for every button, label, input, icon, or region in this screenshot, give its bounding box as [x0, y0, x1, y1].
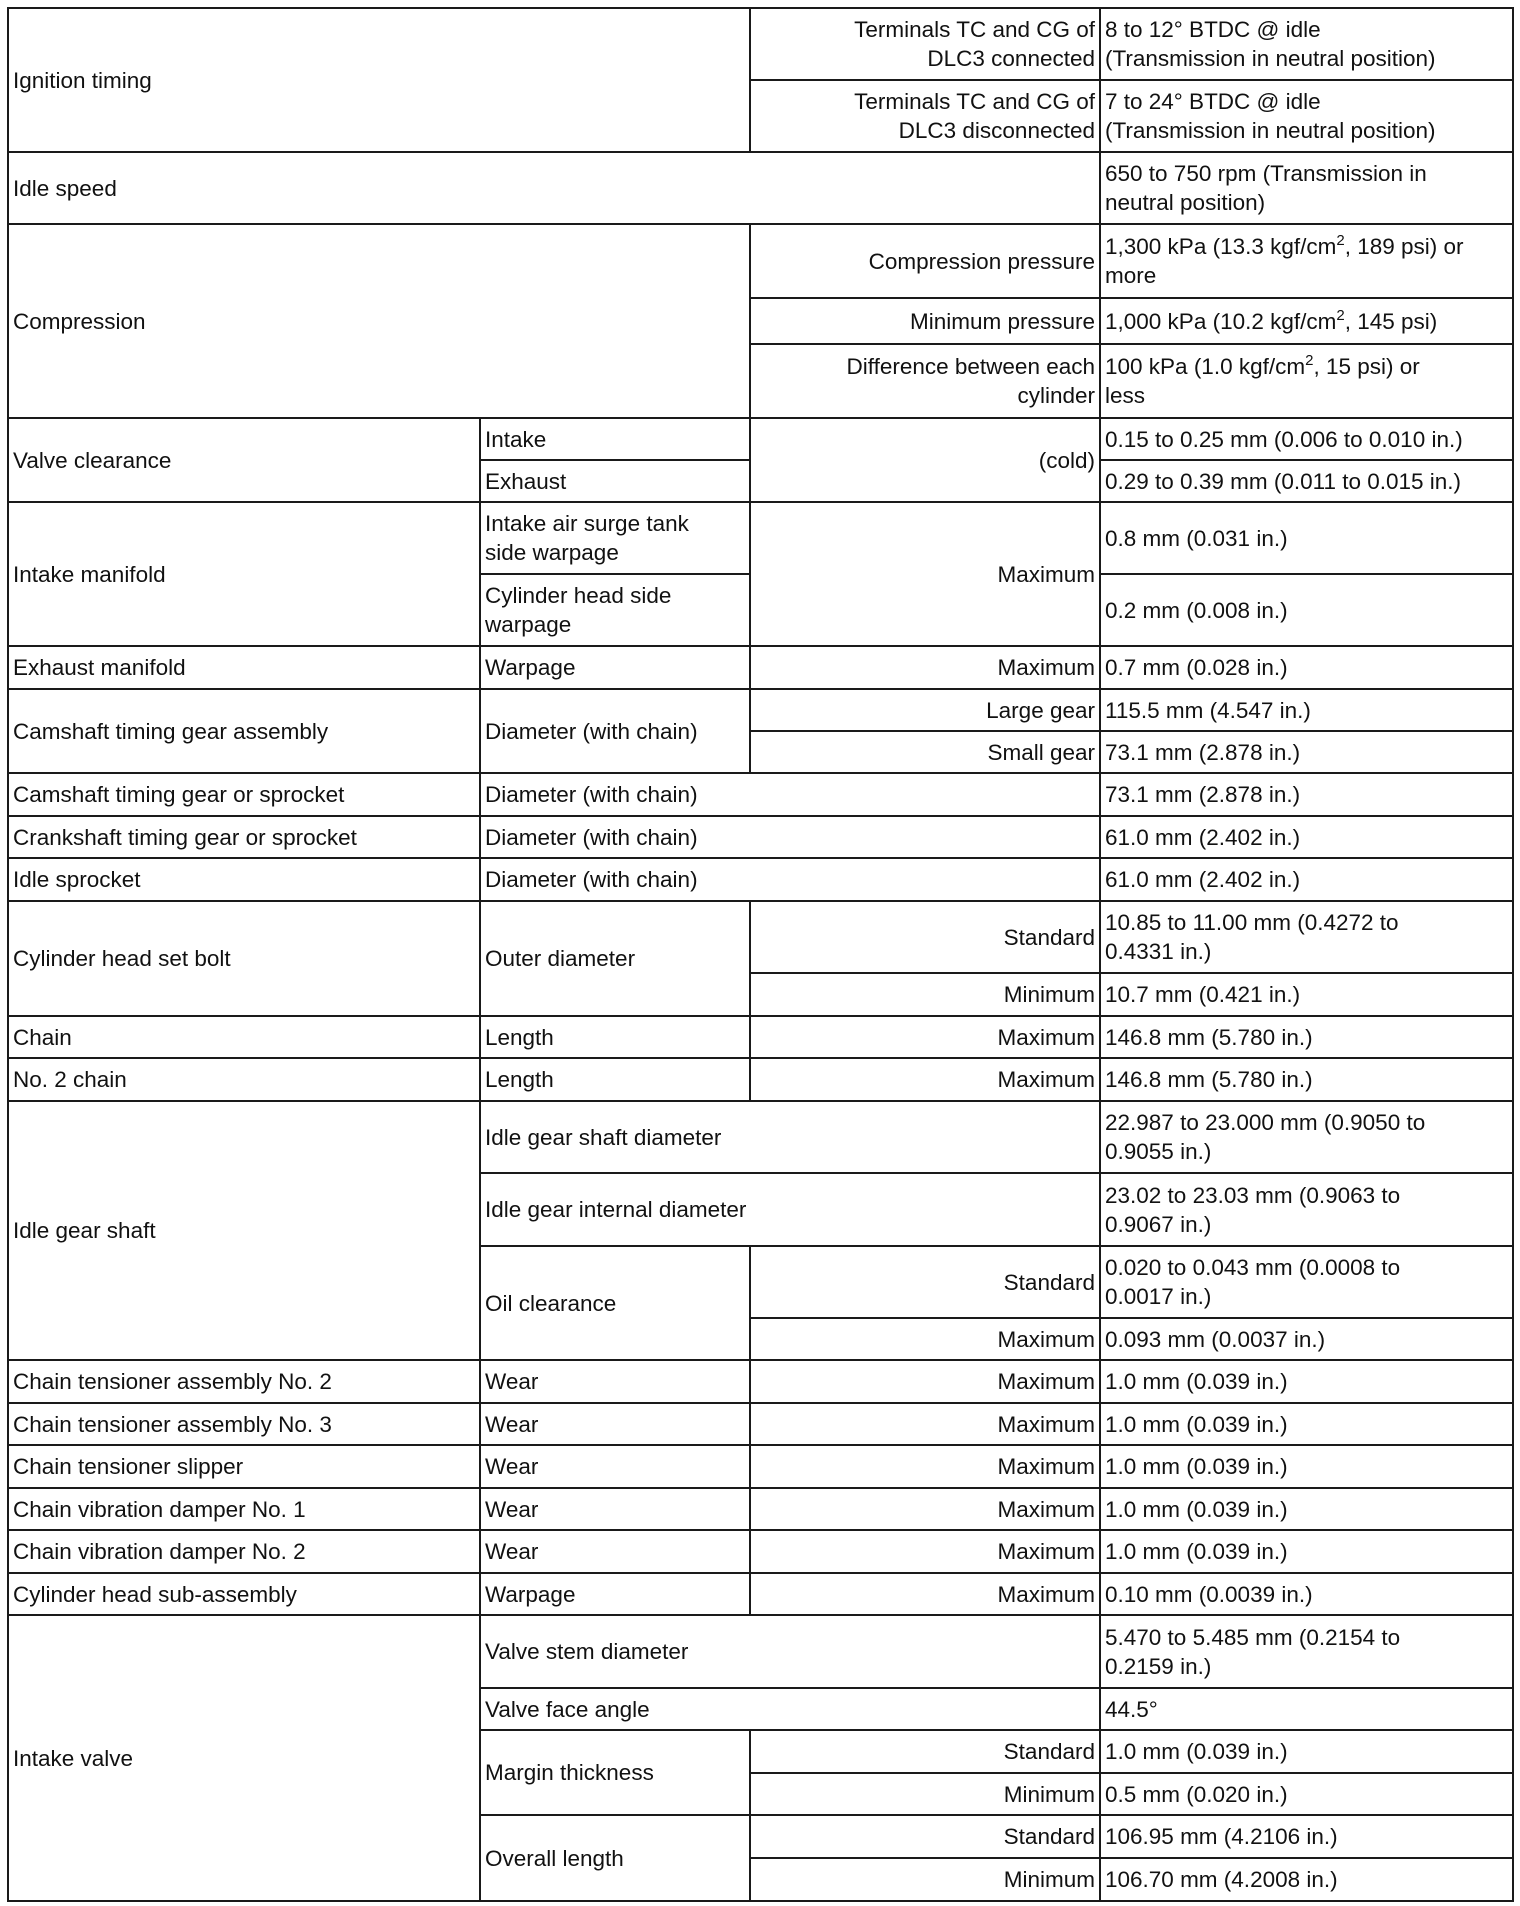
table-cell: Wear — [480, 1403, 750, 1445]
table-cell: (cold) — [750, 418, 1100, 502]
table-row — [8, 502, 1513, 574]
table-cell: Large gear — [750, 689, 1100, 731]
cell-text: 1,000 kPa (10.2 kgf/cm — [1105, 308, 1337, 334]
table-cell: Wear — [480, 1488, 750, 1530]
table-cell: 650 to 750 rpm (Transmission in neutral position) — [1100, 152, 1513, 224]
table-cell: 106.70 mm (4.2008 in.) — [1100, 1858, 1513, 1901]
table-row — [8, 418, 1513, 460]
table-cell: Cylinder head sub-assembly — [8, 1573, 480, 1615]
table-cell — [1100, 344, 1513, 418]
table-cell: Compression pressure — [750, 224, 1100, 298]
table-row — [8, 646, 1513, 689]
table-cell: Overall length — [480, 1815, 750, 1901]
table-cell: Camshaft timing gear assembly — [8, 689, 480, 773]
table-cell: Diameter (with chain) — [480, 689, 750, 773]
table-cell: 1.0 mm (0.039 in.) — [1100, 1730, 1513, 1773]
table-cell: Idle gear shaft diameter — [480, 1101, 1100, 1173]
table-row — [8, 1403, 1513, 1445]
cell-text: 1,300 kPa (13.3 kgf/cm — [1105, 234, 1337, 259]
table-row — [8, 773, 1513, 816]
table-cell: Maximum — [750, 1058, 1100, 1101]
table-cell: 1.0 mm (0.039 in.) — [1100, 1360, 1513, 1403]
spec-table — [7, 7, 1514, 1902]
table-cell: 61.0 mm (2.402 in.) — [1100, 816, 1513, 858]
table-cell: Intake valve — [8, 1615, 480, 1901]
table-cell: Chain vibration damper No. 2 — [8, 1530, 480, 1573]
table-cell: Idle speed — [8, 152, 1100, 224]
table-cell: Compression — [8, 224, 750, 418]
table-cell: 146.8 mm (5.780 in.) — [1100, 1058, 1513, 1101]
table-cell: 44.5° — [1100, 1688, 1513, 1730]
table-cell: 73.1 mm (2.878 in.) — [1100, 773, 1513, 816]
table-row — [8, 901, 1513, 973]
table-cell: Chain — [8, 1016, 480, 1058]
table-cell: Maximum — [750, 1530, 1100, 1573]
table-row — [8, 8, 1513, 80]
table-cell: Maximum — [750, 1318, 1100, 1360]
table-cell: Wear — [480, 1360, 750, 1403]
table-cell: Valve stem diameter — [480, 1615, 1100, 1688]
table-cell: 61.0 mm (2.402 in.) — [1100, 858, 1513, 901]
table-cell: Camshaft timing gear or sprocket — [8, 773, 480, 816]
table-row — [8, 1360, 1513, 1403]
table-cell: 0.15 to 0.25 mm (0.006 to 0.010 in.) — [1100, 418, 1513, 460]
cell-text: 100 kPa (1.0 kgf/cm — [1105, 354, 1306, 379]
cell-text: , 15 psi) or less — [1105, 354, 1420, 408]
table-cell: Intake — [480, 418, 750, 460]
table-row — [8, 1488, 1513, 1530]
table-row — [8, 224, 1513, 298]
table-cell: 1.0 mm (0.039 in.) — [1100, 1530, 1513, 1573]
table-cell: 8 to 12° BTDC @ idle (Transmission in neutral position) — [1100, 8, 1513, 80]
table-cell: Valve clearance — [8, 418, 480, 502]
table-cell: Length — [480, 1058, 750, 1101]
table-cell: Intake manifold — [8, 502, 480, 646]
table-cell: 5.470 to 5.485 mm (0.2154 to 0.2159 in.) — [1100, 1615, 1513, 1688]
table-cell: Oil clearance — [480, 1246, 750, 1360]
cell-text: , 189 psi) or more — [1105, 234, 1464, 288]
table-cell: 0.10 mm (0.0039 in.) — [1100, 1573, 1513, 1615]
table-cell: Maximum — [750, 646, 1100, 689]
table-cell: Chain tensioner slipper — [8, 1445, 480, 1488]
table-row — [8, 858, 1513, 901]
table-cell: Idle gear internal diameter — [480, 1173, 1100, 1246]
table-cell: 73.1 mm (2.878 in.) — [1100, 731, 1513, 773]
table-cell: Margin thickness — [480, 1730, 750, 1815]
table-cell: Standard — [750, 1246, 1100, 1318]
table-cell: Maximum — [750, 1488, 1100, 1530]
table-cell: Maximum — [750, 502, 1100, 646]
table-cell: Minimum pressure — [750, 298, 1100, 344]
table-row — [8, 152, 1513, 224]
table-cell: Maximum — [750, 1360, 1100, 1403]
table-cell: Wear — [480, 1530, 750, 1573]
table-cell: Outer diameter — [480, 901, 750, 1016]
table-cell — [1100, 298, 1513, 344]
table-cell: Wear — [480, 1445, 750, 1488]
table-cell: 10.85 to 11.00 mm (0.4272 to 0.4331 in.) — [1100, 901, 1513, 973]
table-cell: 0.093 mm (0.0037 in.) — [1100, 1318, 1513, 1360]
table-cell: Standard — [750, 901, 1100, 973]
table-cell — [1100, 224, 1513, 298]
table-cell: Maximum — [750, 1403, 1100, 1445]
table-row — [8, 1615, 1513, 1688]
table-cell: Valve face angle — [480, 1688, 1100, 1730]
table-cell: 1.0 mm (0.039 in.) — [1100, 1488, 1513, 1530]
table-cell: 0.020 to 0.043 mm (0.0008 to 0.0017 in.) — [1100, 1246, 1513, 1318]
superscript: 2 — [1305, 352, 1314, 369]
spec-table-body — [8, 8, 1513, 1901]
table-cell: 1.0 mm (0.039 in.) — [1100, 1445, 1513, 1488]
superscript: 2 — [1336, 232, 1345, 249]
table-cell: Exhaust — [480, 460, 750, 502]
table-cell: Exhaust manifold — [8, 646, 480, 689]
table-cell: Terminals TC and CG of DLC3 connected — [750, 8, 1100, 80]
table-cell: Warpage — [480, 646, 750, 689]
table-row — [8, 816, 1513, 858]
table-cell: 146.8 mm (5.780 in.) — [1100, 1016, 1513, 1058]
table-cell: Cylinder head side warpage — [480, 574, 750, 646]
table-row — [8, 1573, 1513, 1615]
table-row — [8, 1101, 1513, 1173]
table-row — [8, 1445, 1513, 1488]
table-cell: Diameter (with chain) — [480, 816, 1100, 858]
table-cell: Minimum — [750, 973, 1100, 1016]
superscript: 2 — [1336, 306, 1345, 324]
table-cell: No. 2 chain — [8, 1058, 480, 1101]
table-cell: Diameter (with chain) — [480, 858, 1100, 901]
table-cell: 0.2 mm (0.008 in.) — [1100, 574, 1513, 646]
table-cell: 0.29 to 0.39 mm (0.011 to 0.015 in.) — [1100, 460, 1513, 502]
table-cell: Idle gear shaft — [8, 1101, 480, 1360]
table-cell: 106.95 mm (4.2106 in.) — [1100, 1815, 1513, 1858]
table-cell: Minimum — [750, 1773, 1100, 1815]
table-cell: Idle sprocket — [8, 858, 480, 901]
table-cell: Chain vibration damper No. 1 — [8, 1488, 480, 1530]
table-row — [8, 1016, 1513, 1058]
table-cell: Standard — [750, 1730, 1100, 1773]
table-cell: Standard — [750, 1815, 1100, 1858]
table-cell: 10.7 mm (0.421 in.) — [1100, 973, 1513, 1016]
table-cell: Minimum — [750, 1858, 1100, 1901]
table-cell: 115.5 mm (4.547 in.) — [1100, 689, 1513, 731]
table-cell: Terminals TC and CG of DLC3 disconnected — [750, 80, 1100, 152]
table-cell: 23.02 to 23.03 mm (0.9063 to 0.9067 in.) — [1100, 1173, 1513, 1246]
table-cell: 7 to 24° BTDC @ idle (Transmission in neutral position) — [1100, 80, 1513, 152]
table-cell: Warpage — [480, 1573, 750, 1615]
table-cell: Chain tensioner assembly No. 3 — [8, 1403, 480, 1445]
table-cell: 1.0 mm (0.039 in.) — [1100, 1403, 1513, 1445]
table-cell: Maximum — [750, 1573, 1100, 1615]
table-cell: Small gear — [750, 731, 1100, 773]
table-cell: Ignition timing — [8, 8, 750, 152]
table-cell: Chain tensioner assembly No. 2 — [8, 1360, 480, 1403]
table-cell: 0.8 mm (0.031 in.) — [1100, 502, 1513, 574]
table-cell: Length — [480, 1016, 750, 1058]
table-cell: Cylinder head set bolt — [8, 901, 480, 1016]
table-cell: 0.7 mm (0.028 in.) — [1100, 646, 1513, 689]
table-cell: Crankshaft timing gear or sprocket — [8, 816, 480, 858]
table-cell: Intake air surge tank side warpage — [480, 502, 750, 574]
table-cell: 0.5 mm (0.020 in.) — [1100, 1773, 1513, 1815]
table-cell: Maximum — [750, 1016, 1100, 1058]
table-cell: Maximum — [750, 1445, 1100, 1488]
table-row — [8, 1530, 1513, 1573]
table-cell: Difference between each cylinder — [750, 344, 1100, 418]
cell-text: , 145 psi) — [1344, 308, 1438, 334]
table-row — [8, 689, 1513, 731]
table-cell: 22.987 to 23.000 mm (0.9050 to 0.9055 in.) — [1100, 1101, 1513, 1173]
table-cell: Diameter (with chain) — [480, 773, 1100, 816]
table-row — [8, 1058, 1513, 1101]
